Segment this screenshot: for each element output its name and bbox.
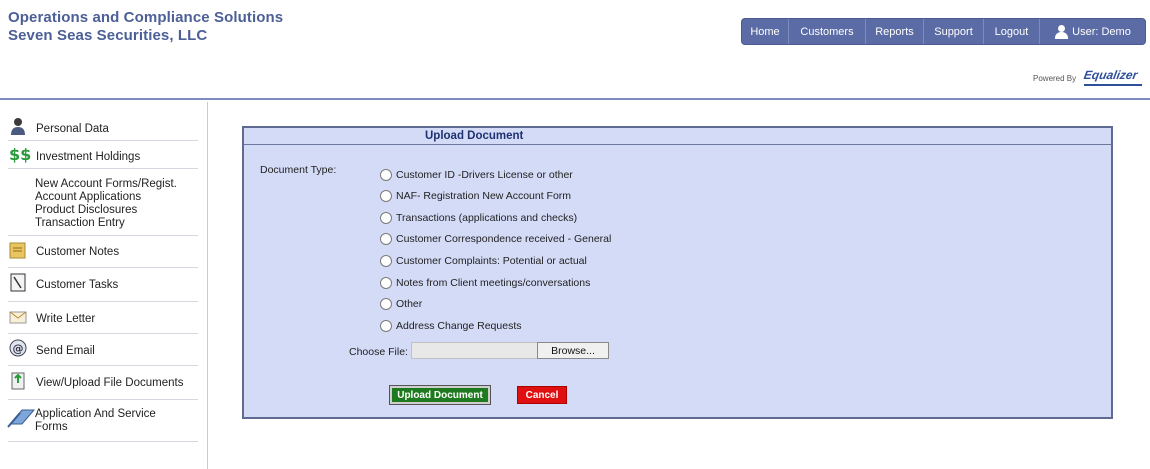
sidebar-item-customer-notes[interactable]: [8, 240, 198, 268]
option-label: Other: [396, 298, 423, 310]
option-label: Transactions (applications and checks): [396, 212, 578, 224]
header: [0, 0, 1150, 100]
option-customer-id[interactable]: [380, 169, 573, 181]
sidebar-item-label: Write Letter: [36, 313, 96, 325]
radio-button[interactable]: [380, 169, 392, 181]
tasks-icon: [8, 272, 28, 292]
nav-support[interactable]: Support: [924, 19, 984, 44]
option-client-meeting-notes[interactable]: [380, 277, 590, 289]
option-label: Customer Correspondence received - General: [396, 233, 612, 245]
upload-document-icon: [8, 370, 28, 390]
divider: [8, 235, 198, 236]
sidebar-item-customer-tasks[interactable]: [8, 272, 198, 302]
choose-file-label: Choose File:: [349, 346, 408, 358]
option-label: Notes from Client meetings/conversations: [396, 277, 591, 289]
person-icon: [8, 116, 28, 136]
top-nav: [741, 18, 1146, 45]
radio-button[interactable]: [380, 277, 392, 289]
sidebar-link-account-applications[interactable]: Account Applications: [35, 191, 142, 203]
radio-button[interactable]: [380, 212, 392, 224]
file-path-input[interactable]: [411, 342, 538, 359]
sidebar-item-label: Send Email: [36, 345, 95, 357]
user-icon: [1054, 25, 1068, 39]
nav-logout[interactable]: Logout: [984, 19, 1040, 44]
option-label: Customer Complaints: Potential or actual: [396, 255, 587, 267]
sidebar-item-label: Application And Service: [35, 408, 156, 420]
sidebar-link-new-account-forms[interactable]: New Account Forms/Regist.: [35, 178, 177, 190]
sidebar-item-write-letter[interactable]: [8, 306, 198, 334]
dollar-icon: [8, 144, 32, 164]
forms-icon: [8, 404, 35, 424]
option-label: Customer ID -Drivers License or other: [396, 169, 573, 181]
radio-button[interactable]: [380, 233, 392, 245]
document-type-label: Document Type:: [260, 164, 337, 176]
logo-underline: [1084, 84, 1142, 86]
option-label: NAF- Registration New Account Form: [396, 190, 572, 202]
option-label: Address Change Requests: [396, 320, 522, 332]
sidebar-link-product-disclosures[interactable]: Product Disclosures: [35, 204, 138, 216]
sidebar-item-send-email[interactable]: [8, 338, 198, 366]
upload-document-panel: [242, 126, 1113, 419]
nav-reports[interactable]: Reports: [866, 19, 924, 44]
browse-button[interactable]: Browse...: [537, 342, 609, 359]
nav-customers[interactable]: Customers: [789, 19, 866, 44]
sidebar-item-label-group: [35, 408, 156, 434]
sidebar-item-label: Customer Tasks: [36, 279, 119, 291]
panel-title: Upload Document: [425, 130, 524, 142]
company-name: Seven Seas Securities, LLC: [8, 27, 208, 44]
radio-button[interactable]: [380, 298, 392, 310]
powered-by-label: Powered By: [1033, 74, 1077, 83]
letter-icon: [8, 306, 28, 326]
equalizer-logo: Equalizer: [1082, 68, 1139, 82]
panel-header: [244, 128, 1111, 145]
sidebar-link-transaction-entry[interactable]: Transaction Entry: [35, 217, 125, 229]
cancel-button[interactable]: Cancel: [517, 386, 567, 404]
svg-text:$$: $$: [9, 145, 32, 164]
sidebar-item-label: Personal Data: [36, 123, 109, 135]
radio-button[interactable]: [380, 190, 392, 202]
option-transactions[interactable]: [380, 212, 577, 224]
option-other[interactable]: [380, 298, 422, 310]
forms-group: [35, 178, 198, 230]
svg-text:@: @: [12, 342, 24, 355]
sidebar-item-label: Customer Notes: [36, 246, 120, 258]
sidebar: [0, 102, 208, 469]
nav-user[interactable]: [1040, 19, 1145, 44]
user-label: User: Demo: [1072, 25, 1131, 38]
sidebar-item-label: View/Upload File Documents: [36, 377, 184, 389]
nav-home[interactable]: Home: [742, 19, 789, 44]
radio-button[interactable]: [380, 320, 392, 332]
sidebar-item-label: Investment Holdings: [36, 151, 141, 163]
sidebar-item-personal-data[interactable]: [8, 116, 198, 141]
sidebar-item-investment-holdings[interactable]: [8, 144, 198, 169]
notes-icon: [8, 240, 28, 260]
email-icon: [8, 338, 28, 358]
sidebar-item-label: Forms: [35, 421, 68, 433]
sidebar-item-view-upload-documents[interactable]: [8, 370, 198, 400]
radio-button[interactable]: [380, 255, 392, 267]
app-title: Operations and Compliance Solutions: [8, 9, 284, 26]
sidebar-item-application-service-forms[interactable]: [8, 404, 198, 442]
option-customer-complaints[interactable]: [380, 255, 587, 267]
option-address-change[interactable]: [380, 320, 522, 332]
option-naf-registration[interactable]: [380, 190, 571, 202]
upload-document-button[interactable]: Upload Document: [390, 386, 490, 404]
option-customer-correspondence[interactable]: [380, 233, 611, 245]
